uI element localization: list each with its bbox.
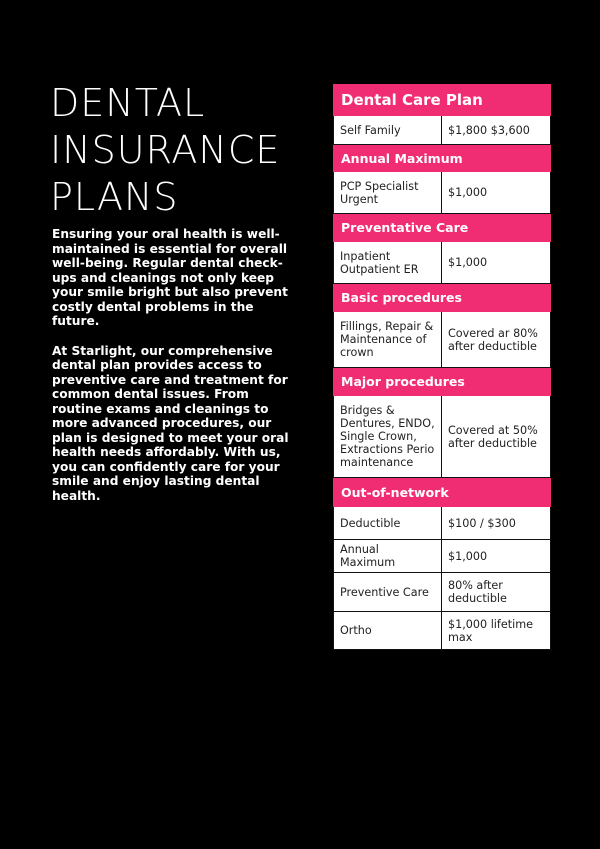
title-line-3: PLANS	[50, 175, 179, 219]
section-header-row	[334, 478, 551, 507]
page-title	[50, 80, 280, 221]
row-label: Inpatient Outpatient ER	[334, 242, 442, 284]
row-value: $1,000	[442, 172, 551, 214]
row-label: Annual Maximum	[334, 540, 442, 573]
table-row	[334, 242, 551, 284]
row-label: Fillings, Repair & Maintenance of crown	[334, 312, 442, 368]
intro-paragraph-2: At Starlight, our comprehensive dental plan provides access to preventive care and treatment for common dental issues. From routine exams and cleanings to more advanced procedures, our plan is designed to meet your oral health needs affordably. With us, you can confidently care for your smile and enjoy lasting dental health.	[52, 343, 289, 503]
row-value: $1,000	[442, 242, 551, 284]
table-row	[334, 172, 551, 214]
row-label: Self Family	[334, 116, 442, 145]
table-row	[334, 116, 551, 145]
table-row	[334, 540, 551, 573]
section-header-row	[334, 145, 551, 172]
title-line-2: INSURANCE	[50, 128, 281, 172]
section-header-preventative-care: Preventative Care	[334, 214, 551, 242]
title-line-1: DENTAL	[50, 81, 206, 125]
row-value: 80% after deductible	[442, 573, 551, 612]
table-row	[334, 612, 551, 650]
section-header-row	[334, 368, 551, 396]
section-header-basic-procedures: Basic procedures	[334, 284, 551, 312]
section-header-out-of-network: Out-of-network	[334, 478, 551, 507]
row-value: $100 / $300	[442, 507, 551, 540]
table-row	[334, 507, 551, 540]
section-header-row	[334, 284, 551, 312]
intro-paragraph-1: Ensuring your oral health is well-maintained is essential for overall well-being. Regular dental check-ups and cleanings not only keep your smile bright but also prevent costly dental problems in the future.	[52, 227, 288, 328]
row-value: $1,000 lifetime max	[442, 612, 551, 650]
row-value: Covered ar 80% after deductible	[442, 312, 551, 368]
table-title-row	[334, 85, 551, 116]
row-label: Ortho	[334, 612, 442, 650]
row-label: Bridges & Dentures, ENDO, Single Crown, Extractions Perio maintenance	[334, 396, 442, 478]
section-header-annual-maximum: Annual Maximum	[334, 145, 551, 172]
table-row	[334, 396, 551, 478]
section-header-row	[334, 214, 551, 242]
section-header-major-procedures: Major procedures	[334, 368, 551, 396]
row-value: $1,000	[442, 540, 551, 573]
table-title: Dental Care Plan	[334, 85, 551, 116]
table-row	[334, 312, 551, 368]
row-label: PCP Specialist Urgent	[334, 172, 442, 214]
intro-text	[52, 227, 292, 518]
table-row	[334, 573, 551, 612]
row-label: Preventive Care	[334, 573, 442, 612]
dental-plan-table	[333, 84, 551, 650]
row-value: $1,800 $3,600	[442, 116, 551, 145]
row-label: Deductible	[334, 507, 442, 540]
row-value: Covered at 50% after deductible	[442, 396, 551, 478]
